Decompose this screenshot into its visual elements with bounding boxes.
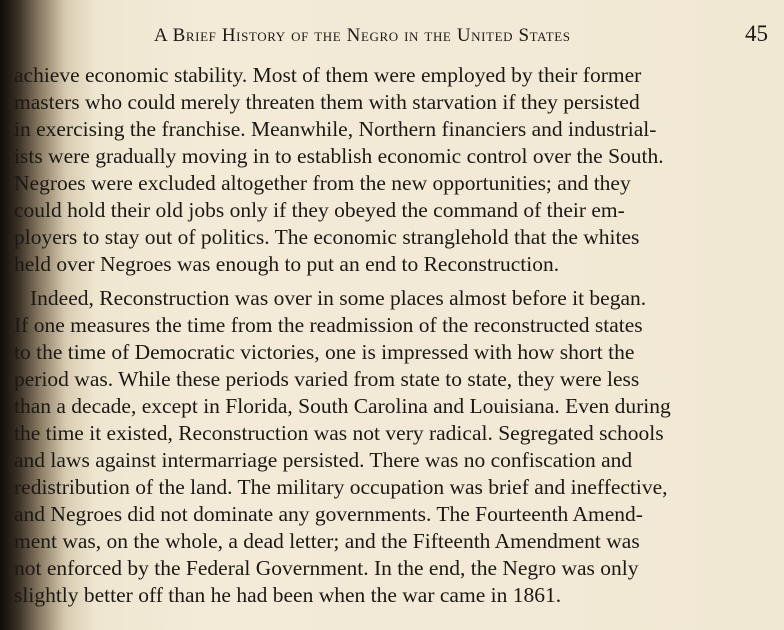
text-line: the time it existed, Reconstruction was not very radical. Segregated schools — [14, 421, 664, 445]
text-line: ployers to stay out of politics. The economic stranglehold that the whites — [14, 225, 640, 249]
text-line: slightly better off than he had been when the war came in 1861. — [14, 583, 562, 607]
text-line: could hold their old jobs only if they obeyed the command of their em- — [14, 198, 625, 222]
text-line: ment was, on the whole, a dead letter; and the Fifteenth Amendment was — [14, 529, 640, 553]
text-line: If one measures the time from the readmission of the reconstructed states — [14, 313, 643, 337]
text-line: ists were gradually moving in to establish economic control over the South. — [14, 144, 664, 168]
text-line: Negroes were excluded altogether from the new opportunities; and they — [14, 171, 631, 195]
page-number: 45 — [745, 21, 768, 46]
paragraph-start-line: Indeed, Reconstruction was over in some places almost before it began. — [30, 286, 647, 310]
text-line: and laws against intermarriage persisted. There was no confiscation and — [14, 448, 633, 472]
text-line: held over Negroes was enough to put an end to Reconstruction. — [14, 252, 560, 276]
text-line: to the time of Democratic victories, one is impressed with how short the — [14, 340, 635, 364]
text-line: than a decade, except in Florida, South Carolina and Louisiana. Even during — [14, 394, 671, 418]
text-line: period was. While these periods varied from state to state, they were less — [14, 367, 640, 391]
running-title: A Brief History of the Negro in the United States — [154, 25, 571, 46]
text-line: and Negroes did not dominate any governments. The Fourteenth Amend- — [14, 502, 643, 526]
text-line: redistribution of the land. The military occupation was brief and ineffective, — [14, 475, 668, 499]
text-line: achieve economic stability. Most of them were employed by their former — [14, 63, 642, 87]
text-line: not enforced by the Federal Government. In the end, the Negro was only — [14, 556, 639, 580]
running-head — [150, 20, 770, 50]
text-line: in exercising the franchise. Meanwhile, Northern financiers and industrial- — [14, 117, 657, 141]
text-line: masters who could merely threaten them with starvation if they persisted — [14, 90, 640, 114]
